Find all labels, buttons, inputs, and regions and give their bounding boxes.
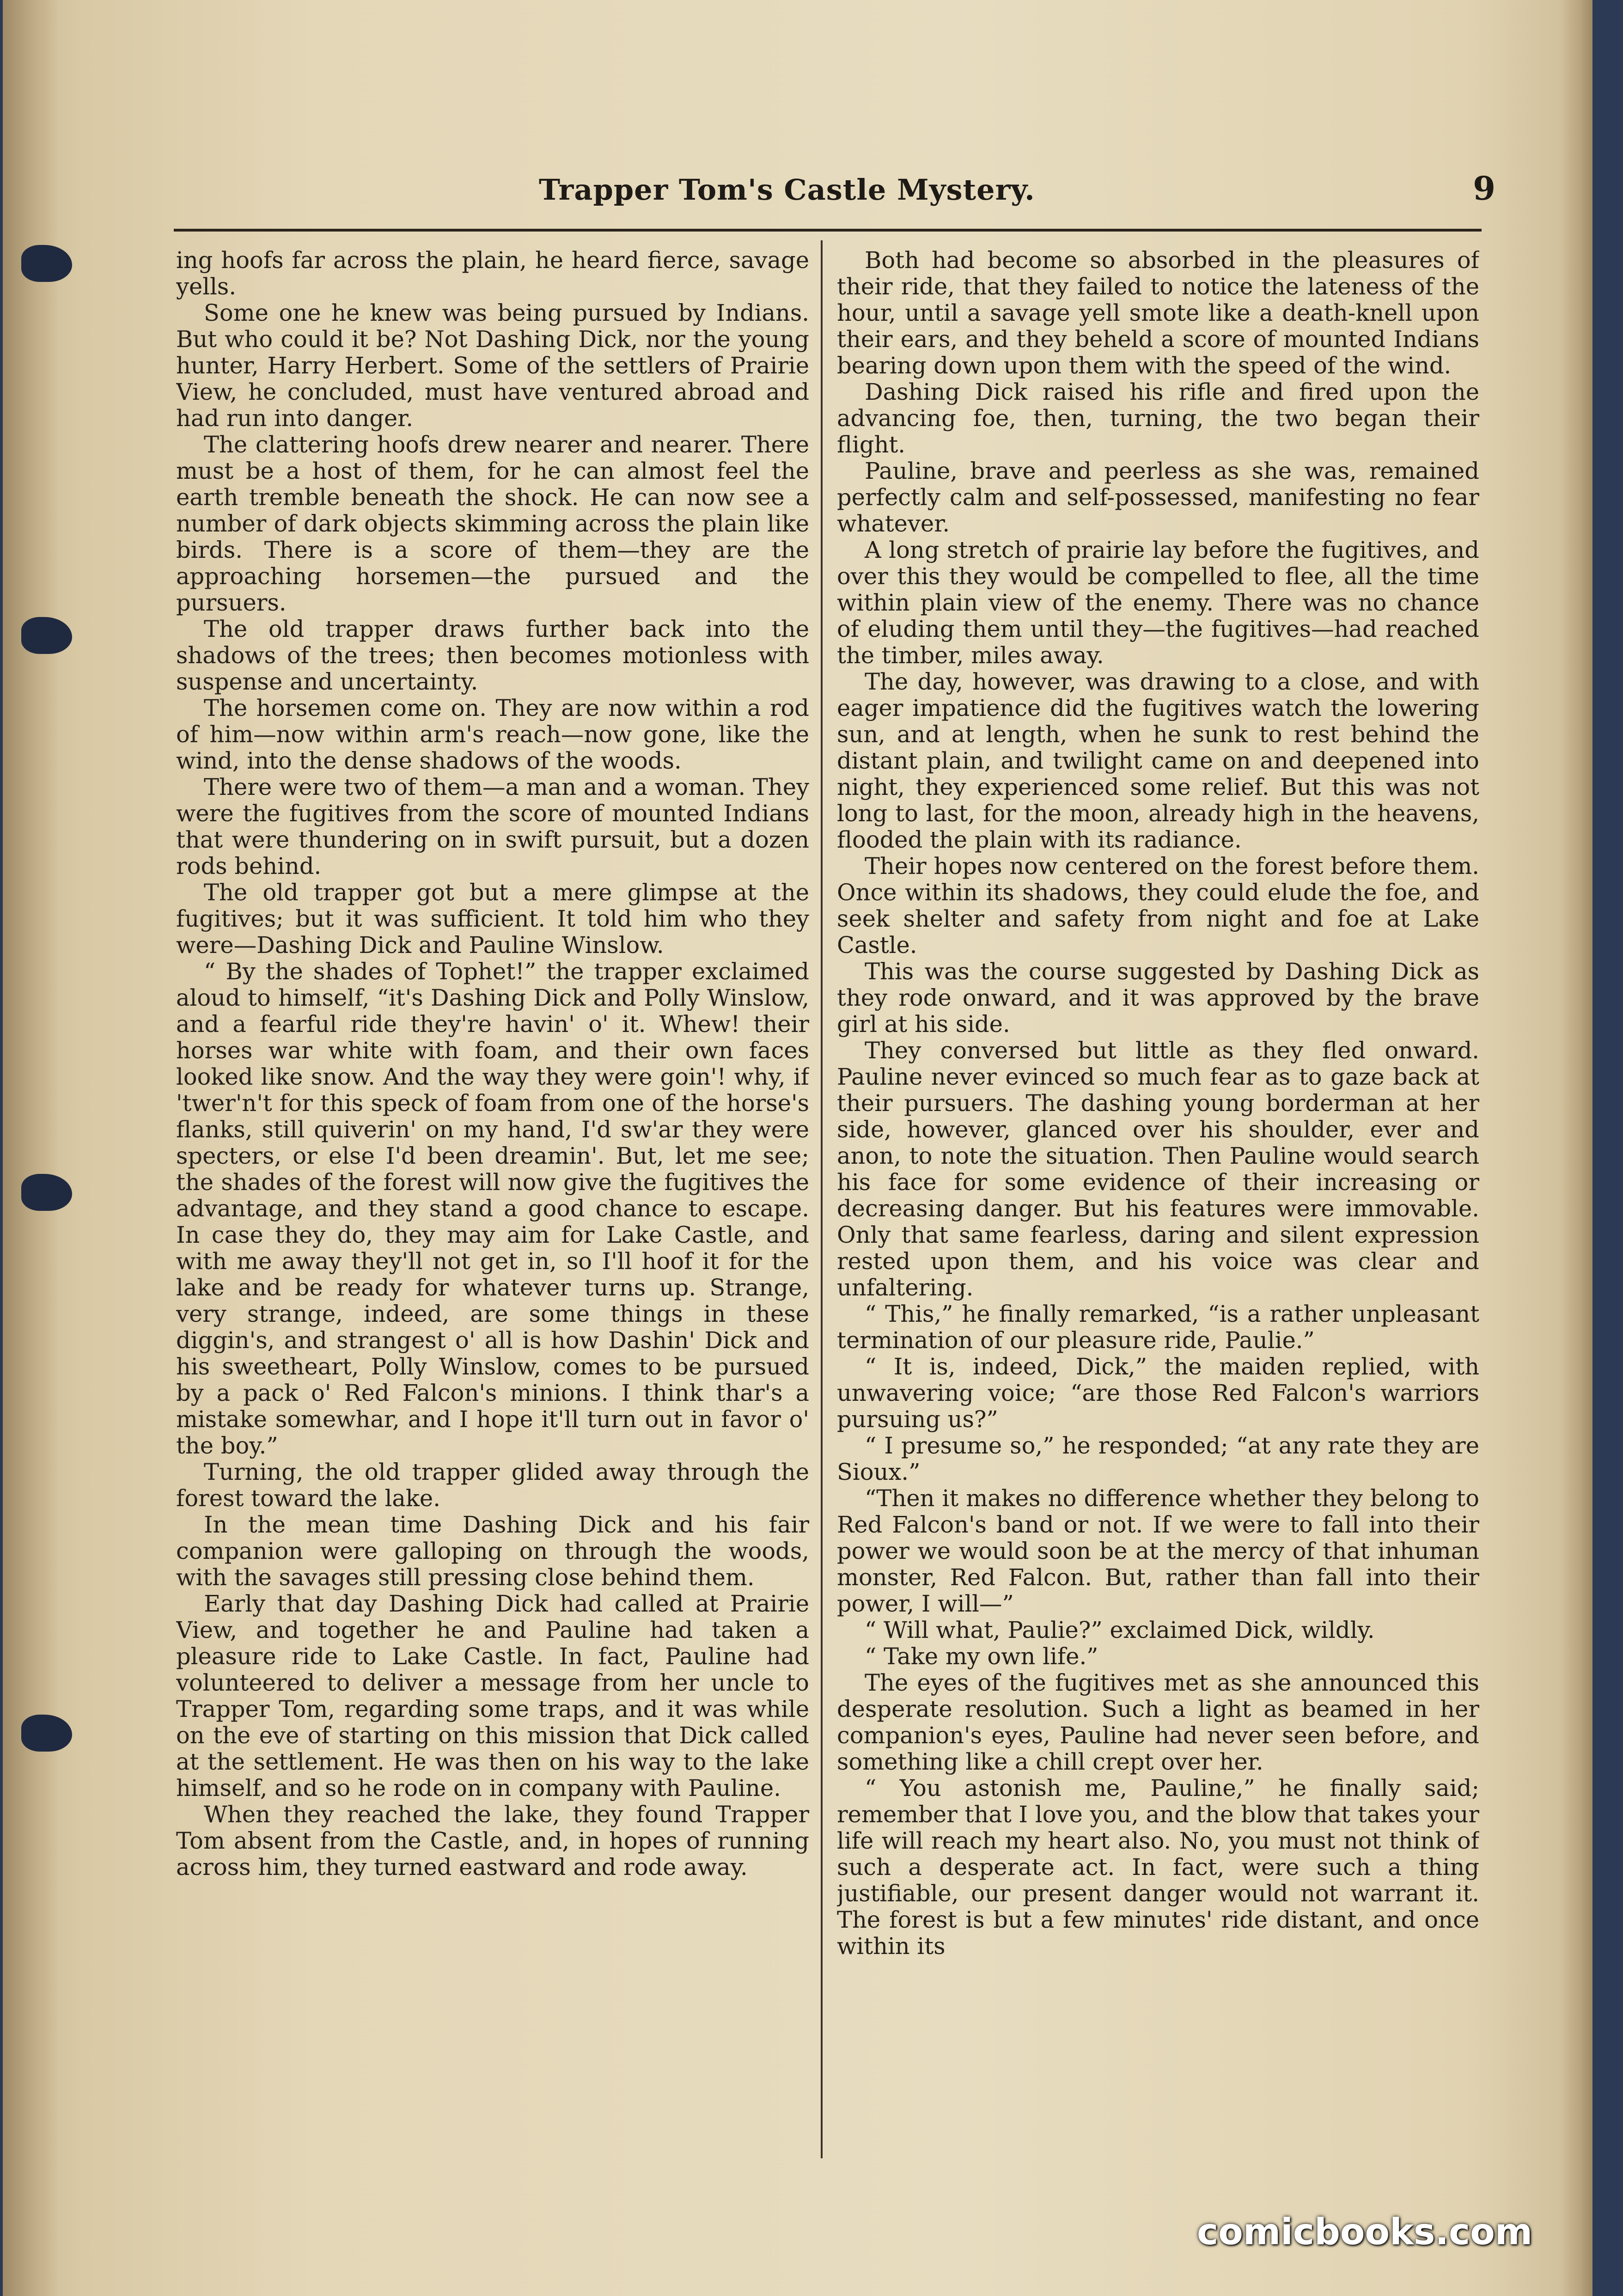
paragraph: The clattering hoofs drew nearer and nearer. There must be a host of them, for he can almost feel the earth tremble beneath the shock. He can now see a number of dark objects skimming across the plain like birds. There is a score of them—they are the approaching horsemen—the pursued and the pursuers.: [176, 431, 809, 616]
paragraph: “ This,” he finally remarked, “is a rather unpleasant termination of our pleasure ride, Paulie.”: [837, 1301, 1479, 1354]
paragraph: “ It is, indeed, Dick,” the maiden replied, with unwavering voice; “are those Red Falcon's warriors pursuing us?”: [837, 1353, 1479, 1433]
paragraph: They conversed but little as they fled onward. Pauline never evinced so much fear as to gaze back at their pursuers. The dashing young borderman at her side, however, glanced over his shoulder, ever and anon, to note the situation. Then Pauline would search his face for some evidence of their increasing or decreasing danger. But his features were immovable. Only that same fearless, daring and silent expression rested upon them, and his voice was clear and unfaltering.: [837, 1037, 1479, 1301]
paragraph: “ By the shades of Tophet!” the trapper exclaimed aloud to himself, “it's Dashing Dick and Polly Winslow, and a fearful ride they're havin' o' it. Whew! their horses war white with foam, and their own faces looked like snow. And the way they were goin'! why, if 'twer'n't for this speck of foam from one of the horse's flanks, still quiverin' on my hand, I'd sw'ar they were specters, or else I'd been dreamin'. But, let me see; the shades of the forest will now give the fugitives the advantage, and they stand a good chance to escape. In case they do, they may aim for Lake Castle, and with me away they'll not get in, so I'll hoof it for the lake and be ready for whatever turns up. Strange, very strange, indeed, are some things in these diggin's, and strangest o' all is how Dashin' Dick and his sweetheart, Polly Winslow, comes to be pursued by a pack o' Red Falcon's minions. I think thar's a mistake somewhar, and I hope it'll turn out in favor o' the boy.”: [176, 958, 809, 1459]
paragraph: Pauline, brave and peerless as she was, remained perfectly calm and self-possessed, manifesting no fear whatever.: [837, 458, 1479, 537]
book-page: [3, 0, 1592, 2296]
paragraph: The old trapper got but a mere glimpse at the fugitives; but it was sufficient. It told him who they were—Dashing Dick and Pauline Winslow.: [176, 879, 809, 959]
paragraph: “ Take my own life.”: [865, 1643, 1098, 1670]
running-title: Trapper Tom's Castle Mystery.: [539, 173, 1035, 207]
left-column: [176, 247, 809, 2161]
header-rule: [174, 229, 1482, 232]
binding-stitch: [21, 245, 72, 282]
paragraph: A long stretch of prairie lay before the fugitives, and over this they would be compelled to flee, all the time within plain view of the enemy. There was no chance of eluding them until they—the fugitives—had reached the timber, miles away.: [837, 537, 1479, 669]
right-column: [837, 247, 1479, 2161]
paragraph: The horsemen come on. They are now within a rod of him—now within arm's reach—now gone, like the wind, into the dense shadows of the woods.: [176, 695, 809, 774]
paragraph: Turning, the old trapper glided away through the forest toward the lake.: [176, 1459, 809, 1512]
paragraph: Early that day Dashing Dick had called at Prairie View, and together he and Pauline had taken a pleasure ride to Lake Castle. In fact, Pauline had volunteered to deliver a message from her uncle to Trapper Tom, regarding some traps, and it was while on the eve of starting on this mission that Dick called at the settlement. He was then on his way to the lake himself, and so he rode on in company with Pauline.: [176, 1590, 809, 1801]
paragraph: In the mean time Dashing Dick and his fair companion were galloping on through the woods, with the savages still pressing close behind them.: [176, 1511, 809, 1591]
paragraph: The eyes of the fugitives met as she announced this desperate resolution. Such a light as beamed in her companion's eyes, Pauline had never seen before, and something like a chill crept over her.: [837, 1669, 1479, 1775]
paragraph: There were two of them—a man and a woman. They were the fugitives from the score of mounted Indians that were thundering on in swift pursuit, but a dozen rods behind.: [176, 774, 809, 879]
paragraph: When they reached the lake, they found Trapper Tom absent from the Castle, and, in hopes of running across him, they turned eastward and rode away.: [176, 1801, 809, 1881]
site-watermark: comicbooks.com: [1197, 2211, 1533, 2253]
paragraph: “Then it makes no difference whether they belong to Red Falcon's band or not. If we were to fall into their power we would soon be at the mercy of that inhuman monster, Red Falcon. But, rather than fall into their power, I will—”: [837, 1485, 1479, 1617]
page-header: [174, 166, 1495, 222]
page-number: 9: [1473, 169, 1495, 208]
paragraph: “ I presume so,” he responded; “at any rate they are Sioux.”: [837, 1432, 1479, 1485]
paragraph: The old trapper draws further back into the shadows of the trees; then becomes motionless with suspense and uncertainty.: [176, 616, 809, 695]
paragraph: Their hopes now centered on the forest before them. Once within its shadows, they could elude the foe, and seek shelter and safety from night and foe at Lake Castle.: [837, 853, 1479, 959]
page-edge: [1560, 0, 1592, 2296]
spine-gutter: [3, 0, 58, 2296]
paragraph: Dashing Dick raised his rifle and fired upon the advancing foe, then, turning, the two began their flight.: [837, 379, 1479, 458]
paragraph: Some one he knew was being pursued by Indians. But who could it be? Not Dashing Dick, nor the young hunter, Harry Herbert. Some of the settlers of Prairie View, he concluded, must have ventured abroad and had run into danger.: [176, 299, 809, 432]
paragraph: Both had become so absorbed in the pleasures of their ride, that they failed to notice the lateness of the hour, until a savage yell smote like a death-knell upon their ears, and they beheld a score of mounted Indians bearing down upon them with the speed of the wind.: [837, 247, 1479, 379]
paragraph: “ You astonish me, Pauline,” he finally said; remember that I love you, and the blow that takes your life will reach my heart also. No, you must not think of such a desperate act. In fact, were such a thing justifiable, our present danger would not warrant it. The forest is but a few minutes' ride distant, and once within its: [837, 1775, 1479, 1960]
binding-stitch: [21, 1715, 72, 1752]
binding-stitch: [21, 617, 72, 654]
binding-stitch: [21, 1174, 72, 1211]
paragraph: “ Will what, Paulie?” exclaimed Dick, wildly.: [865, 1617, 1375, 1643]
paragraph: This was the course suggested by Dashing Dick as they rode onward, and it was approved by the brave girl at his side.: [837, 958, 1479, 1038]
paragraph: The day, however, was drawing to a close, and with eager impatience did the fugitives watch the lowering sun, and at length, when he sunk to rest behind the distant plain, and twilight came on and deepened into night, they experienced some relief. But this was not long to last, for the moon, already high in the heavens, flooded the plain with its radiance.: [837, 668, 1479, 853]
column-divider: [821, 240, 823, 2158]
paragraph: ing hoofs far across the plain, he heard fierce, savage yells.: [176, 247, 809, 300]
